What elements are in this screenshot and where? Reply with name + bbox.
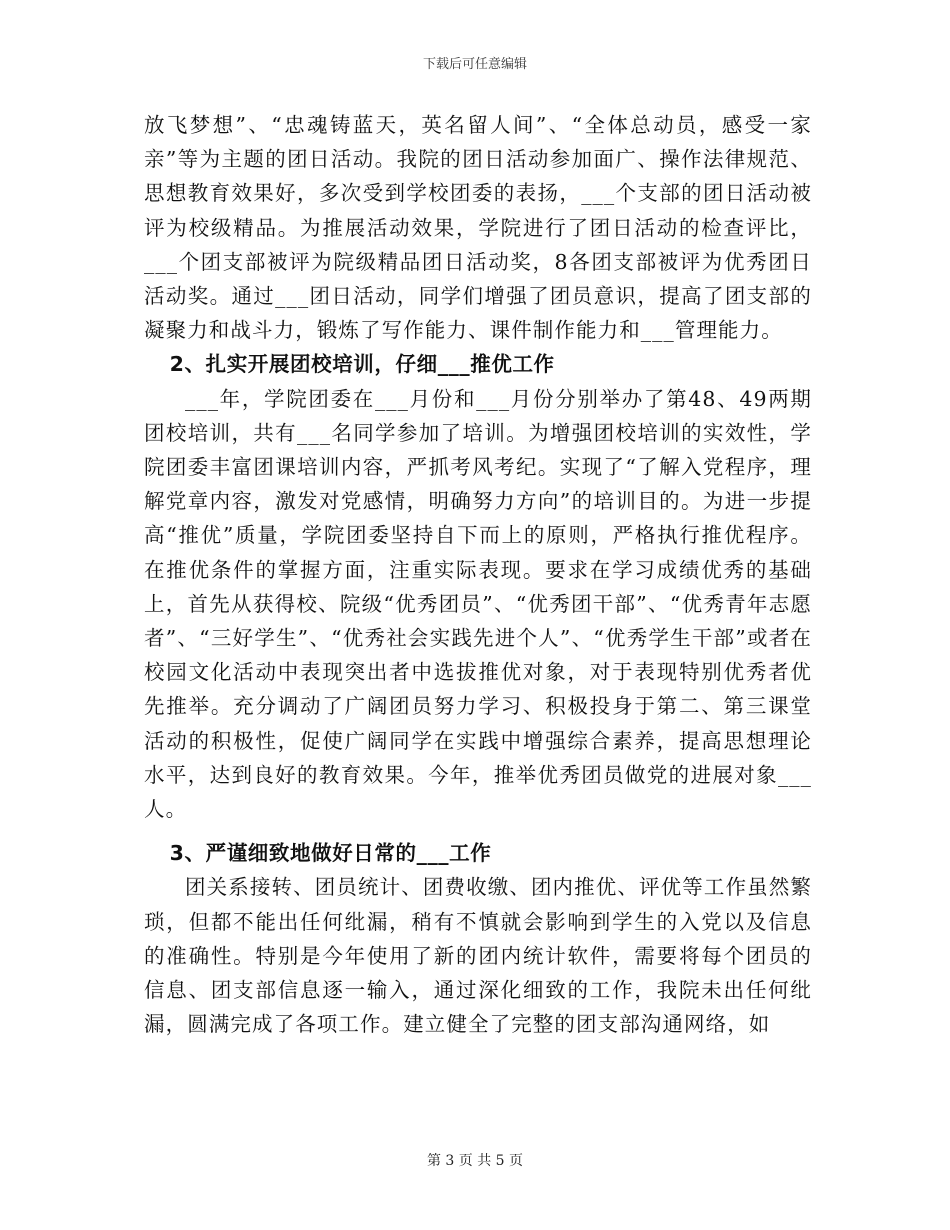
section-spacer <box>144 826 812 836</box>
paragraph-daily-work: 团关系接转、团员统计、团费收缴、团内推优、评优等工作虽然繁琐，但都不能出任何纰漏，稍有不慎就会影响到学生的入党以及信息的准确性。特别是今年使用了新的团内统计软件，需要将每个团员的信息、团支部信息逐一输入，通过深化细致的工作，我院未出任何纰漏，圆满完成了各项工作。建立健全了完整的团支部沟通网络，如 <box>144 875 812 1037</box>
page-header-note: 下载后可任意编辑 <box>422 57 527 72</box>
section-heading-daily-work: 3、严谨细致地做好日常的___工作 <box>169 841 492 866</box>
page-number-footer: 第 3 页 共 5 页 <box>426 1153 524 1169</box>
document-body <box>144 108 812 1041</box>
paragraph-team-day-activities: 放飞梦想”、“忠魂铸蓝天，英名留人间”、“全体总动员，感受一家亲”等为主题的团日活动。我院的团日活动参加面广、操作法律规范、思想教育效果好，多次受到学校团委的表扬，___个支部的团日活动被评为校级精品。为推展活动效果，学院进行了团日活动的检查评比，___个团支部被评为院级精品团日活动奖，8各团支部被评为优秀团日活动奖。通过___团日活动，同学们增强了团员意识，提高了团支部的凝聚力和战斗力，锻炼了写作能力、课件制作能力和___管理能力。 <box>144 113 812 343</box>
section-heading-team-school-training: 2、扎实开展团校培训，仔细___推优工作 <box>169 352 555 377</box>
paragraph-team-school-training: ___年，学院团委在___月份和___月份分别举办了第48、49两期团校培训，共有___名同学参加了培训。为增强团校培训的实效性，学院团委丰富团课培训内容，严抓考风考纪。实现了“了解入党程序，理解党章内容，激发对党感情，明确努力方向”的培训目的。为进一步提高“推优”质量，学院团委坚持自下而上的原则，严格执行推优程序。在推优条件的掌握方面，注重实际表现。要求在学习成绩优秀的基础上，首先从获得校、院级“优秀团员”、“优秀团干部”、“优秀青年志愿者”、“三好学生”、“优秀社会实践先进个人”、“优秀学生干部”或者在校园文化活动中表现突出者中选拔推优对象，对于表现特别优秀者优先推举。充分调动了广阔团员努力学习、积极投身于第二、第三课堂活动的积极性，促使广阔同学在实践中增强综合素养，提高思想理论水平，达到良好的教育效果。今年，推举优秀团员做党的进展对象___人。 <box>144 386 812 822</box>
